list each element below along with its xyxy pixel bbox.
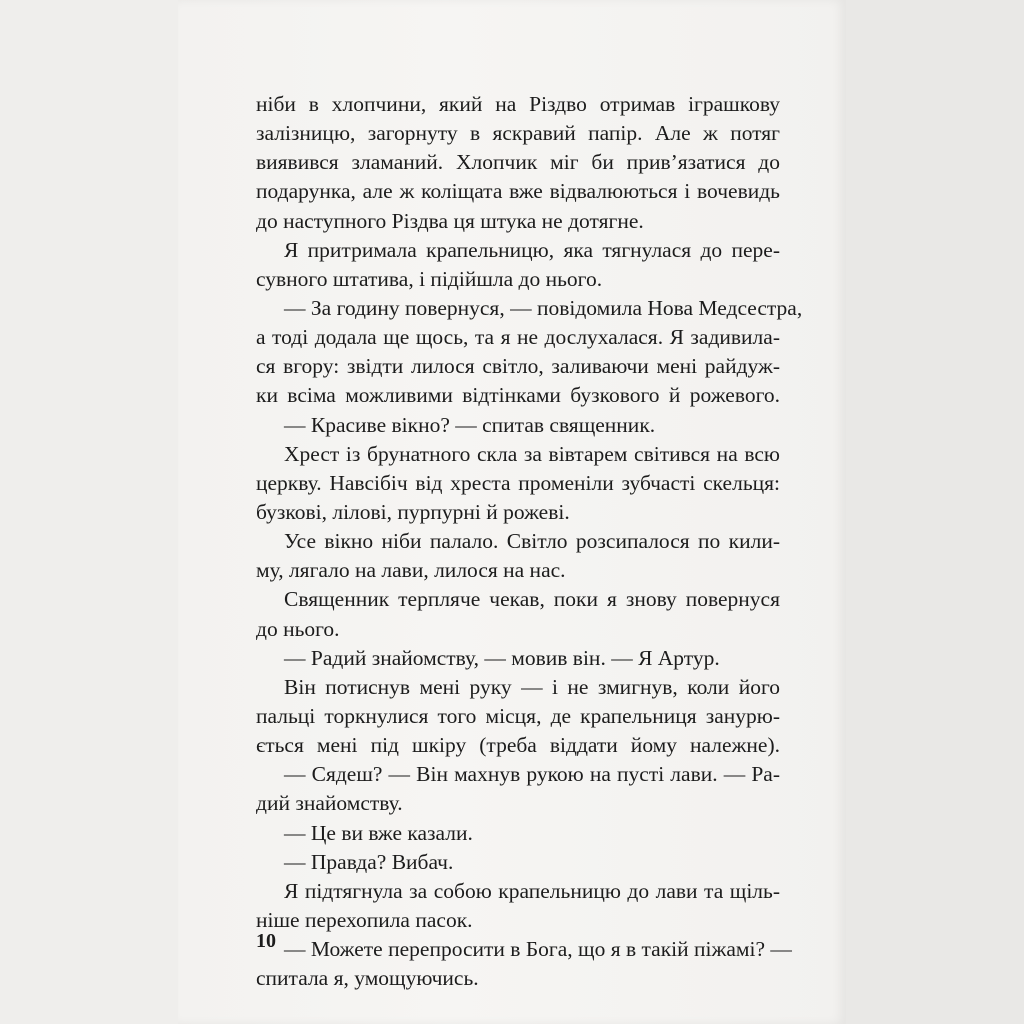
- facing-page-edge: [846, 0, 1024, 1024]
- text-line: Усе вікно ніби палало. Світло розсипалося по кили-: [284, 529, 780, 554]
- text-line: — Це ви вже казали.: [284, 820, 473, 845]
- text-line: виявився зламаний. Хлопчик міг би прив’язатися до: [256, 150, 780, 175]
- text-line: пальці торкнулися того місця, де крапельниця занурю-: [256, 703, 780, 728]
- text-line: до нього.: [256, 616, 340, 641]
- text-line: Я притримала крапельницю, яка тягнулася до пере-: [284, 237, 780, 262]
- text-line: ніби в хлопчини, який на Різдво отримав іграшкову: [256, 92, 780, 116]
- text-line: — За годину повернуся, — повідомила Нова Медсестра,: [284, 295, 803, 320]
- text-line: Хрест із брунатного скла за вівтарем світився на всю: [284, 441, 780, 466]
- text-line: ки всіма можливими відтінками бузкового й рожевого.: [256, 383, 780, 408]
- text-line: а тоді додала ще щось, та я не дослухалася. Я задивила-: [256, 325, 780, 350]
- text-line: — Красиве вікно? — спитав священник.: [284, 412, 656, 437]
- text-line: му, лягало на лави, лилося на нас.: [256, 558, 566, 583]
- text-line: Він потиснув мені руку — і не змигнув, коли його: [284, 674, 780, 699]
- text-line: — Можете перепросити в Бога, що я в такій піжамі? —: [284, 937, 792, 962]
- text-line: Я підтягнула за собою крапельницю до лави та щіль-: [284, 878, 780, 903]
- text-line: ється мені під шкіру (треба віддати йому належне).: [256, 733, 780, 758]
- text-line: бузкові, лілові, пурпурні й рожеві.: [256, 499, 570, 524]
- text-line: церкву. Навсібіч від хреста променіли зубчасті скельця:: [256, 470, 780, 495]
- text-line: спитала я, умощуючись.: [256, 966, 479, 991]
- text-line: — Сядеш? — Він махнув рукою на пусті лави. — Ра-: [284, 762, 780, 787]
- text-line: залізницю, загорнуту в яскравий папір. Але ж потяг: [256, 121, 780, 146]
- text-line: до наступного Різдва ця штука не дотягне.: [256, 208, 644, 233]
- text-line: подарунка, але ж коліщата вже відвалюються і вочевидь: [256, 179, 780, 204]
- text-line: ся вгору: звідти лилося світло, заливаючи мені райдуж-: [256, 354, 780, 379]
- text-line: дий знайомству.: [256, 791, 403, 816]
- text-line: Священник терпляче чекав, поки я знову повернуся: [284, 587, 780, 612]
- body-text: [256, 90, 803, 993]
- text-line: сувного штатива, і підійшла до нього.: [256, 266, 603, 291]
- text-line: — Радий знайомству, — мовив він. — Я Артур.: [284, 645, 720, 670]
- page-number: 10: [256, 930, 276, 952]
- text-line: — Правда? Вибач.: [284, 849, 454, 874]
- text-line: ніше перехопила пасок.: [256, 907, 473, 932]
